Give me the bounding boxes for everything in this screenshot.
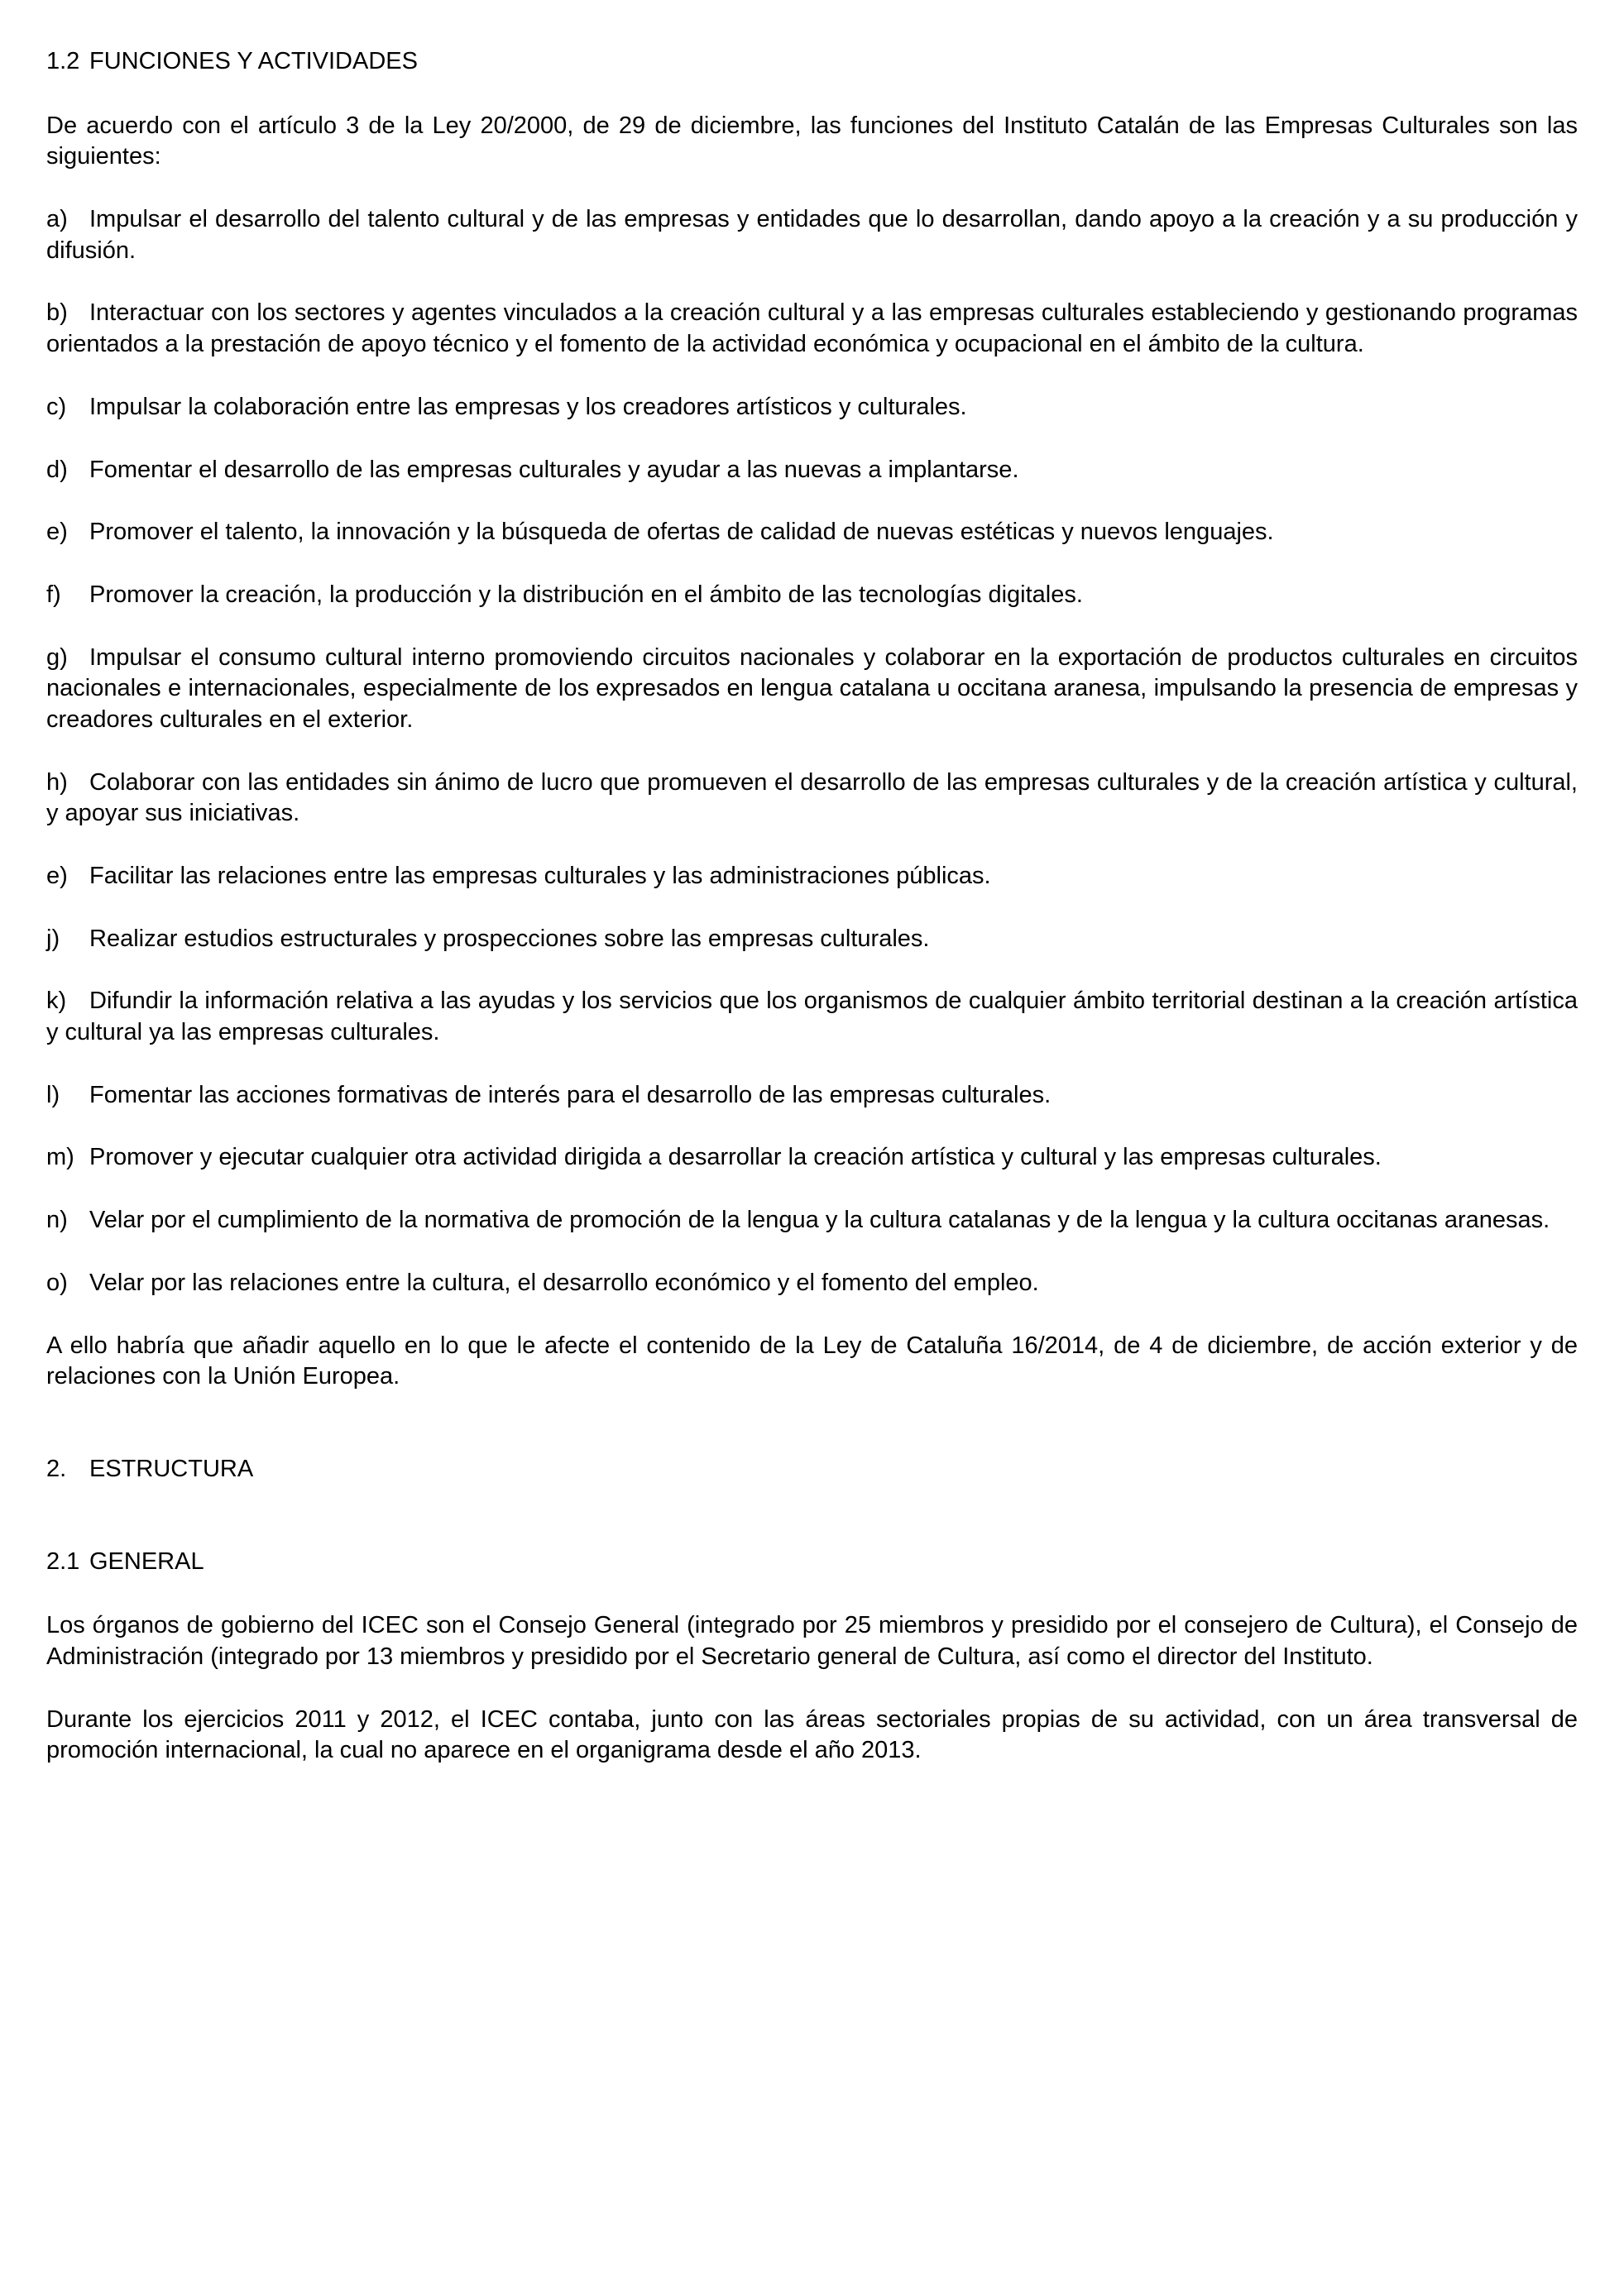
section-number: 2.1	[46, 1547, 80, 1575]
list-item	[46, 298, 1578, 360]
item-text: Velar por las relaciones entre la cultura, el desarrollo económico y el fomento del empleo.	[89, 1269, 1039, 1296]
item-text: Interactuar con los sectores y agentes vinculados a la creación cultural y a las empresas culturales estableciendo y gestionando programas orientados a la prestación de apoyo técnico y el fomento de la actividad económica y ocupacional en el ámbito de la cultura.	[46, 299, 1578, 358]
section-heading-2-1	[46, 1547, 1578, 1578]
item-label: l)	[46, 1081, 60, 1108]
list-item	[46, 924, 1578, 955]
item-label: n)	[46, 1207, 68, 1234]
section-heading-1-2	[46, 46, 1578, 78]
item-label: e)	[46, 519, 68, 546]
section-heading-2	[46, 1454, 1578, 1485]
list-item	[46, 580, 1578, 611]
list-item	[46, 204, 1578, 266]
item-label: a)	[46, 206, 68, 233]
item-text: Realizar estudios estructurales y prospecciones sobre las empresas culturales.	[89, 925, 930, 952]
item-text: Fomentar las acciones formativas de interés para el desarrollo de las empresas culturales.	[89, 1081, 1052, 1108]
intro-paragraph: De acuerdo con el artículo 3 de la Ley 20/2000, de 29 de diciembre, las funciones del Instituto Catalán de las Empresas Culturales son las siguientes:	[46, 112, 1578, 170]
item-label: c)	[46, 393, 67, 420]
list-item	[46, 517, 1578, 548]
item-label: e)	[46, 863, 68, 889]
item-text: Impulsar la colaboración entre las empresas y los creadores artísticos y culturales.	[89, 393, 967, 420]
closing-paragraph: A ello habría que añadir aquello en lo que le afecte el contenido de la Ley de Cataluña 16/2014, de 4 de diciembre, de acción exterior y de relaciones con la Unión Europea.	[46, 1332, 1578, 1390]
section-title: GENERAL	[89, 1547, 204, 1575]
item-label: j)	[46, 925, 60, 952]
item-label: m)	[46, 1144, 74, 1171]
list-item	[46, 768, 1578, 830]
section-title: FUNCIONES Y ACTIVIDADES	[89, 48, 418, 74]
item-text: Promover y ejecutar cualquier otra actividad dirigida a desarrollar la creación artística y cultural y las empresas culturales.	[89, 1144, 1382, 1171]
list-item	[46, 643, 1578, 736]
item-label: f)	[46, 581, 61, 608]
list-item	[46, 986, 1578, 1048]
list-item	[46, 455, 1578, 486]
item-label: o)	[46, 1269, 68, 1296]
section-title: ESTRUCTURA	[89, 1455, 254, 1482]
item-label: g)	[46, 643, 68, 671]
item-text: Difundir la información relativa a las ayudas y los servicios que los organismos de cualquier ámbito territorial destinan a la creación artística y cultural ya las empresas culturales.	[46, 988, 1578, 1046]
item-text: Colaborar con las entidades sin ánimo de lucro que promueven el desarrollo de las empresas culturales y de la creación artística y cultural, y apoyar sus iniciativas.	[46, 768, 1578, 827]
item-text: Facilitar las relaciones entre las empresas culturales y las administraciones públicas.	[89, 863, 991, 889]
item-text: Velar por el cumplimiento de la normativa de promoción de la lengua y la cultura catalanas y de la lengua y la cultura occitanas aranesas.	[89, 1207, 1550, 1234]
general-paragraph-2: Durante los ejercicios 2011 y 2012, el ICEC contaba, junto con las áreas sectoriales propias de su actividad, con un área transversal de promoción internacional, la cual no aparece en el organigrama desde el año 2013.	[46, 1705, 1578, 1764]
item-text: Impulsar el consumo cultural interno promoviendo circuitos nacionales y colaborar en la exportación de productos culturales en circuitos nacionales e internacionales, especialmente de los expresados en lengua catalana u occitana aranesa, impulsando la presencia de empresas y creadores culturales en el exterior.	[46, 643, 1578, 733]
item-text: Promover la creación, la producción y la distribución en el ámbito de las tecnologías digitales.	[89, 581, 1083, 608]
general-paragraph-1: Los órganos de gobierno del ICEC son el Consejo General (integrado por 25 miembros y presidido por el consejero de Cultura), el Consejo de Administración (integrado por 13 miembros y presidido por el Secretario general de Cultura, así como el director del Instituto.	[46, 1612, 1578, 1670]
item-label: k)	[46, 988, 67, 1015]
section-number: 2.	[46, 1455, 67, 1482]
section-number: 1.2	[46, 48, 80, 74]
item-text: Promover el talento, la innovación y la búsqueda de ofertas de calidad de nuevas estéticas y nuevos lenguajes.	[89, 519, 1274, 546]
item-label: b)	[46, 299, 68, 327]
list-item	[46, 861, 1578, 892]
list-item	[46, 1142, 1578, 1174]
list-item	[46, 1205, 1578, 1236]
list-item	[46, 392, 1578, 423]
item-label: d)	[46, 456, 68, 483]
list-item	[46, 1268, 1578, 1299]
item-label: h)	[46, 768, 68, 796]
list-item	[46, 1080, 1578, 1112]
item-text: Fomentar el desarrollo de las empresas culturales y ayudar a las nuevas a implantarse.	[89, 456, 1019, 483]
item-text: Impulsar el desarrollo del talento cultural y de las empresas y entidades que lo desarrollan, dando apoyo a la creación y a su producción y difusión.	[46, 206, 1578, 264]
